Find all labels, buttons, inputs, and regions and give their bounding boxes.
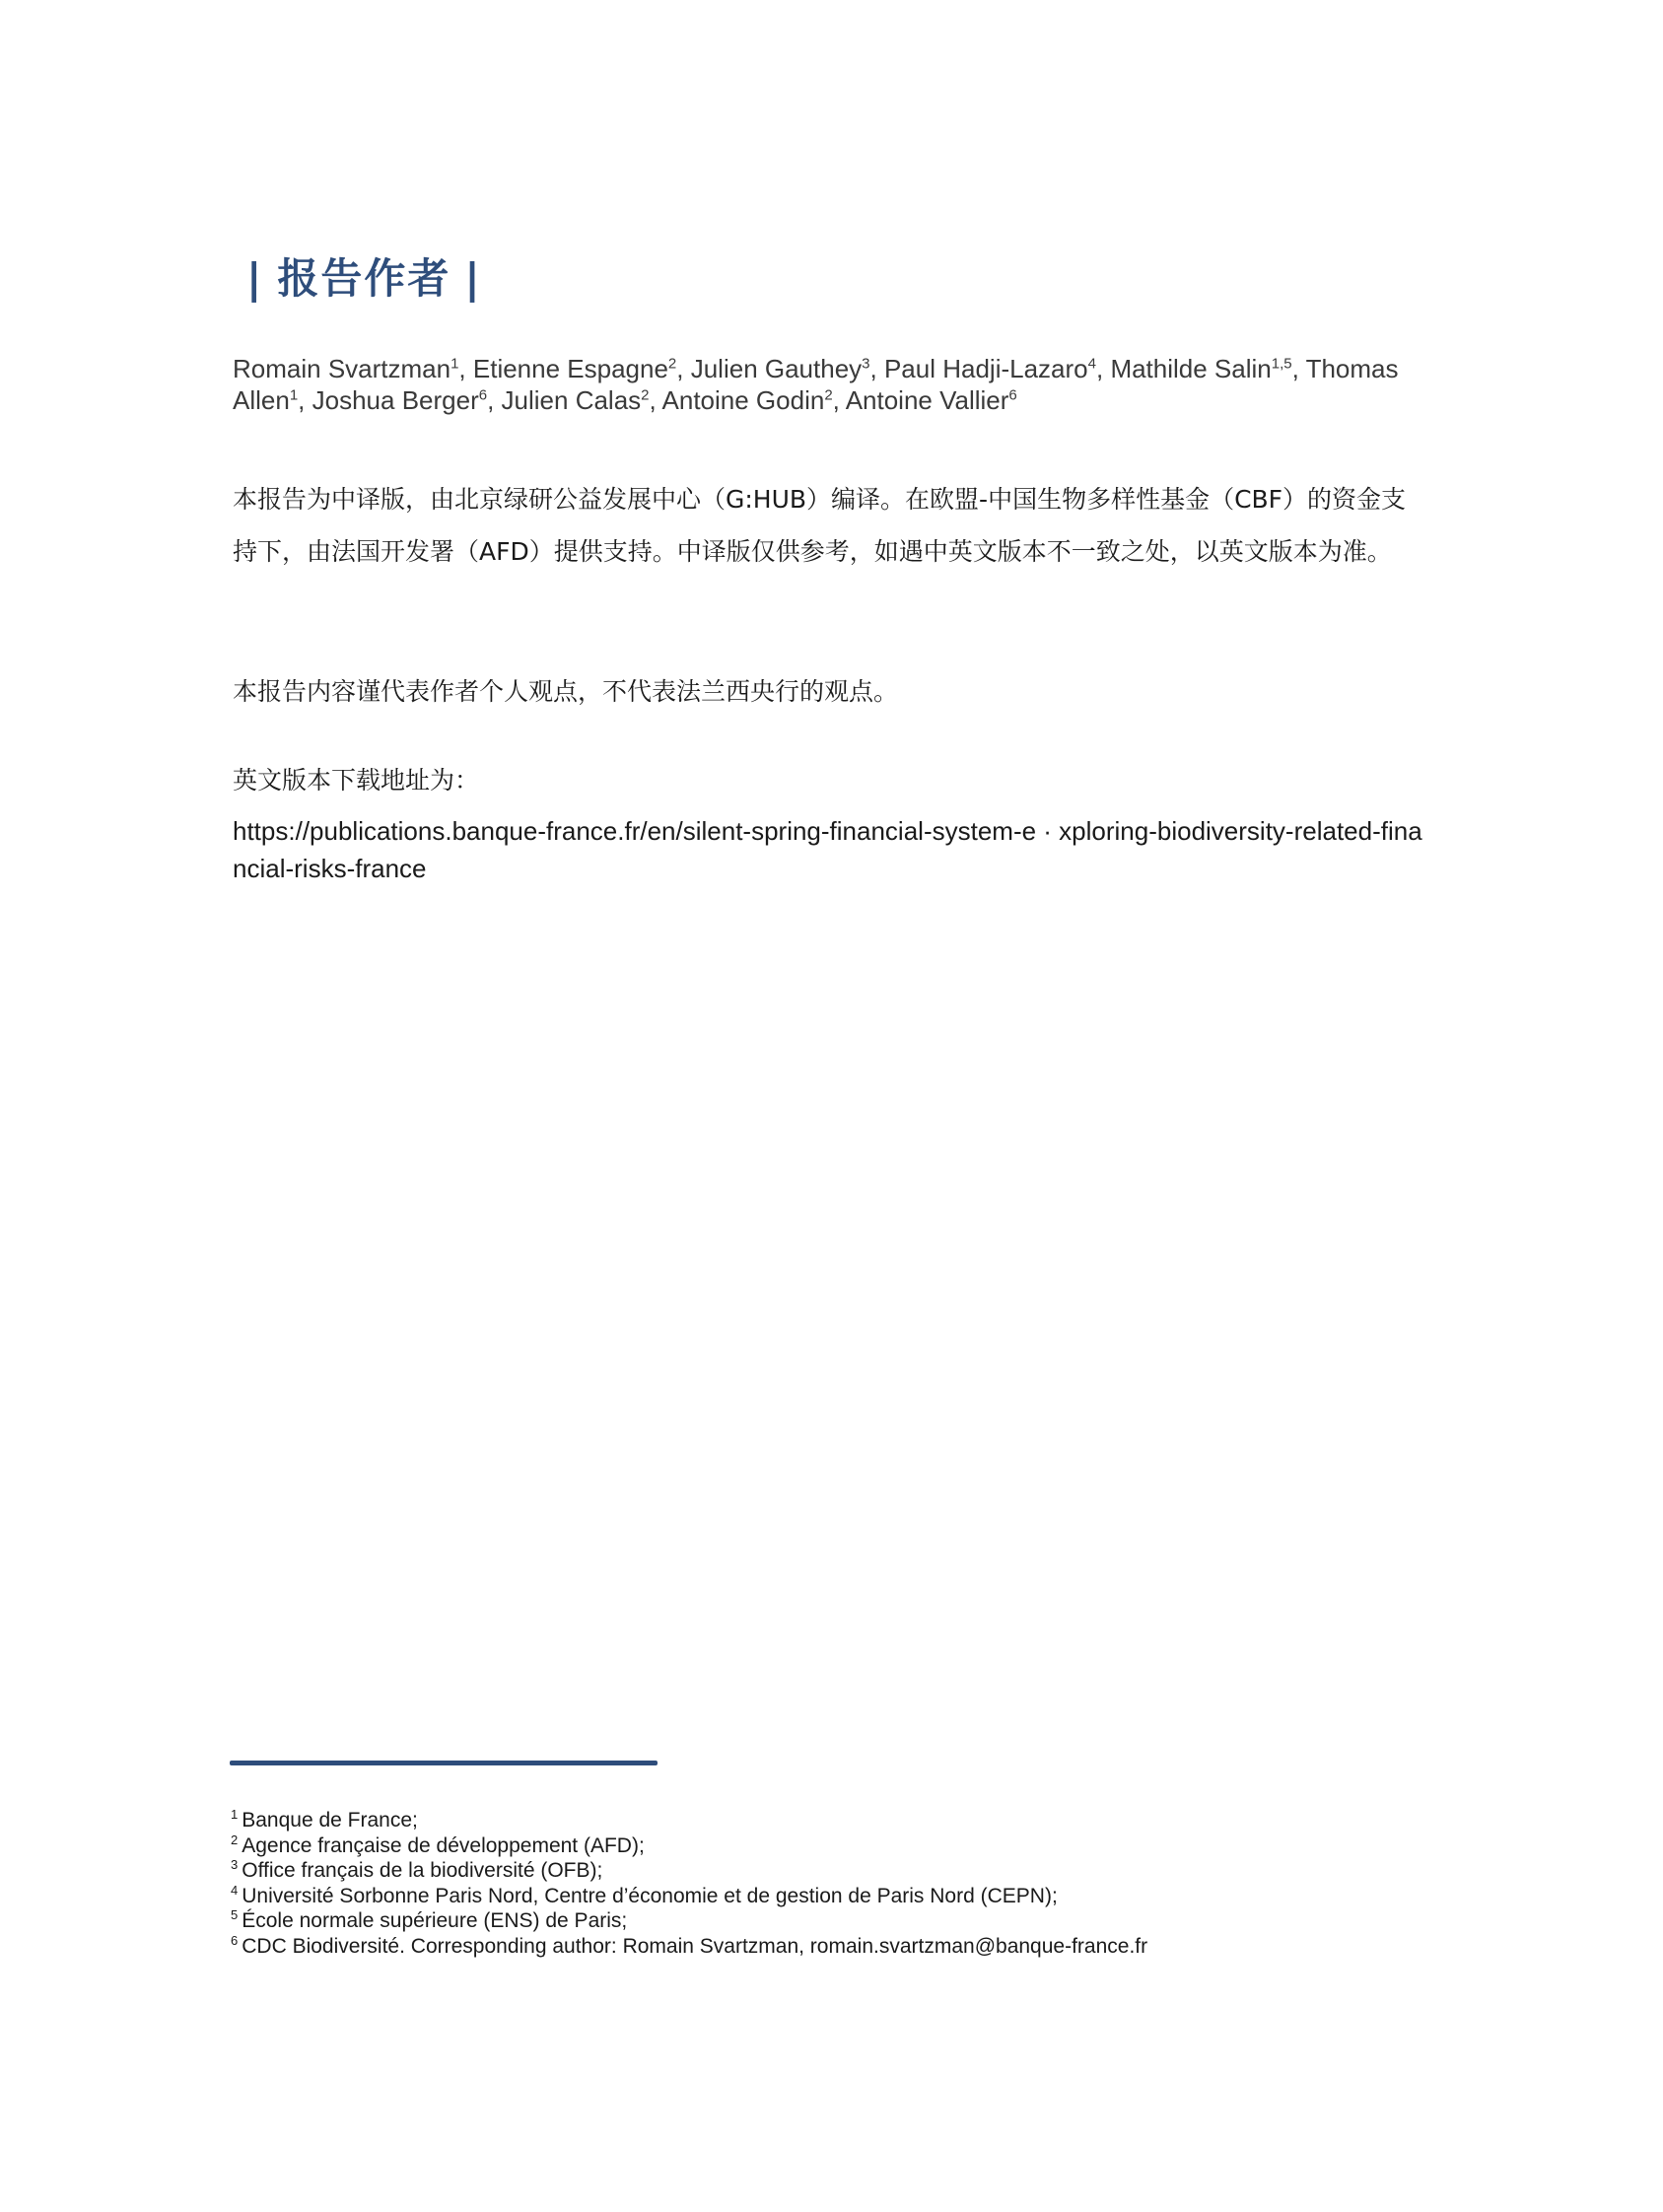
footnote-divider (230, 1761, 658, 1765)
author-entry (884, 354, 1096, 383)
footnote (231, 1808, 1512, 1833)
author-name: Joshua Berger (312, 385, 479, 415)
author-name: Mathilde Salin (1110, 354, 1272, 383)
footnote-number: 5 (231, 1907, 239, 1922)
footnote (231, 1908, 1512, 1934)
author-affiliation: 1 (289, 386, 299, 404)
section-title-text: 报告作者 (277, 254, 451, 303)
author-entry (233, 354, 458, 383)
author-name: Romain Svartzman (233, 354, 451, 383)
author-affiliation: 6 (1008, 386, 1017, 404)
author-entry (691, 354, 870, 383)
author-name: Etienne Espagne (472, 354, 668, 383)
footnote-text: Université Sorbonne Paris Nord, Centre d’économie et de gestion de Paris Nord (CEPN); (242, 1884, 1058, 1907)
footnote-text: Banque de France; (242, 1809, 418, 1832)
footnote-number: 6 (231, 1932, 239, 1948)
footnote (231, 1934, 1512, 1960)
author-affiliation: 4 (1087, 355, 1096, 373)
author-affiliation: 6 (478, 386, 488, 404)
footnote (231, 1884, 1512, 1909)
title-bar-right: | (464, 254, 482, 303)
author-affiliation: 2 (667, 355, 677, 373)
author-name: Antoine Godin (661, 385, 825, 415)
author-entry (473, 354, 676, 383)
footnote (231, 1833, 1512, 1859)
author-entry (846, 385, 1017, 415)
author-affiliation: 1 (450, 355, 459, 373)
section-title (233, 246, 496, 306)
download-link[interactable]: https://publications.banque-france.fr/en/silent-spring-financial-system-e · xploring-biodiversity-related-financial-risks-france (233, 816, 1422, 883)
footnote-number: 4 (231, 1882, 239, 1898)
author-name: Julien Calas (501, 385, 642, 415)
download-label: 英文版本下载地址为： (233, 766, 480, 795)
author-name: Julien Gauthey (690, 354, 863, 383)
author-affiliation: 1,5 (1271, 355, 1292, 373)
footnote-text: CDC Biodiversité. Corresponding author: Romain Svartzman, romain.svartzman@banque-france.fr (242, 1934, 1148, 1958)
author-name: Thomas Allen (233, 354, 1399, 415)
footnote-text: École normale supérieure (ENS) de Paris; (242, 1909, 628, 1932)
author-affiliation: 2 (641, 386, 650, 404)
footnote-number: 2 (231, 1832, 239, 1847)
author-list: Romain Svartzman$^1$, Etienne Espagne$^2$, Julien Gauthey$^3$, Paul Hadji-Lazaro$^4$, Mathilde Salin$^{1,5}$, Thomas Allen$^1$, Joshua Berger$^6$, Julien Calas$^2$, Antoine Godin$^2$, Antoine Vallier$^6$ (233, 354, 1399, 415)
footnote-list (231, 1808, 1512, 1959)
translation-note: 本报告为中译版，由北京绿研公益发展中心（G:HUB）编译。在欧盟-中国生物多样性基金（CBF）的资金支持下，由法国开发署（AFD）提供支持。中译版仅供参考，如遇中英文版本不一致之处，以英文版本为准。 (233, 485, 1407, 566)
author-entry (662, 385, 833, 415)
title-bar-left: | (246, 254, 264, 303)
footnote-number: 1 (231, 1807, 239, 1822)
author-entry (1110, 354, 1291, 383)
disclaimer: 本报告内容谨代表作者个人观点，不代表法兰西央行的观点。 (233, 677, 899, 706)
footnote-number: 3 (231, 1857, 239, 1872)
author-affiliation: 3 (862, 355, 870, 373)
author-entry (312, 385, 487, 415)
author-affiliation: 2 (824, 386, 833, 404)
footnote (231, 1858, 1512, 1884)
footnote-text: Office français de la biodiversité (OFB); (242, 1859, 603, 1882)
footnote-text: Agence française de développement (AFD); (242, 1833, 645, 1857)
author-name: Antoine Vallier (845, 385, 1009, 415)
author-name: Paul Hadji-Lazaro (883, 354, 1088, 383)
author-entry (502, 385, 650, 415)
